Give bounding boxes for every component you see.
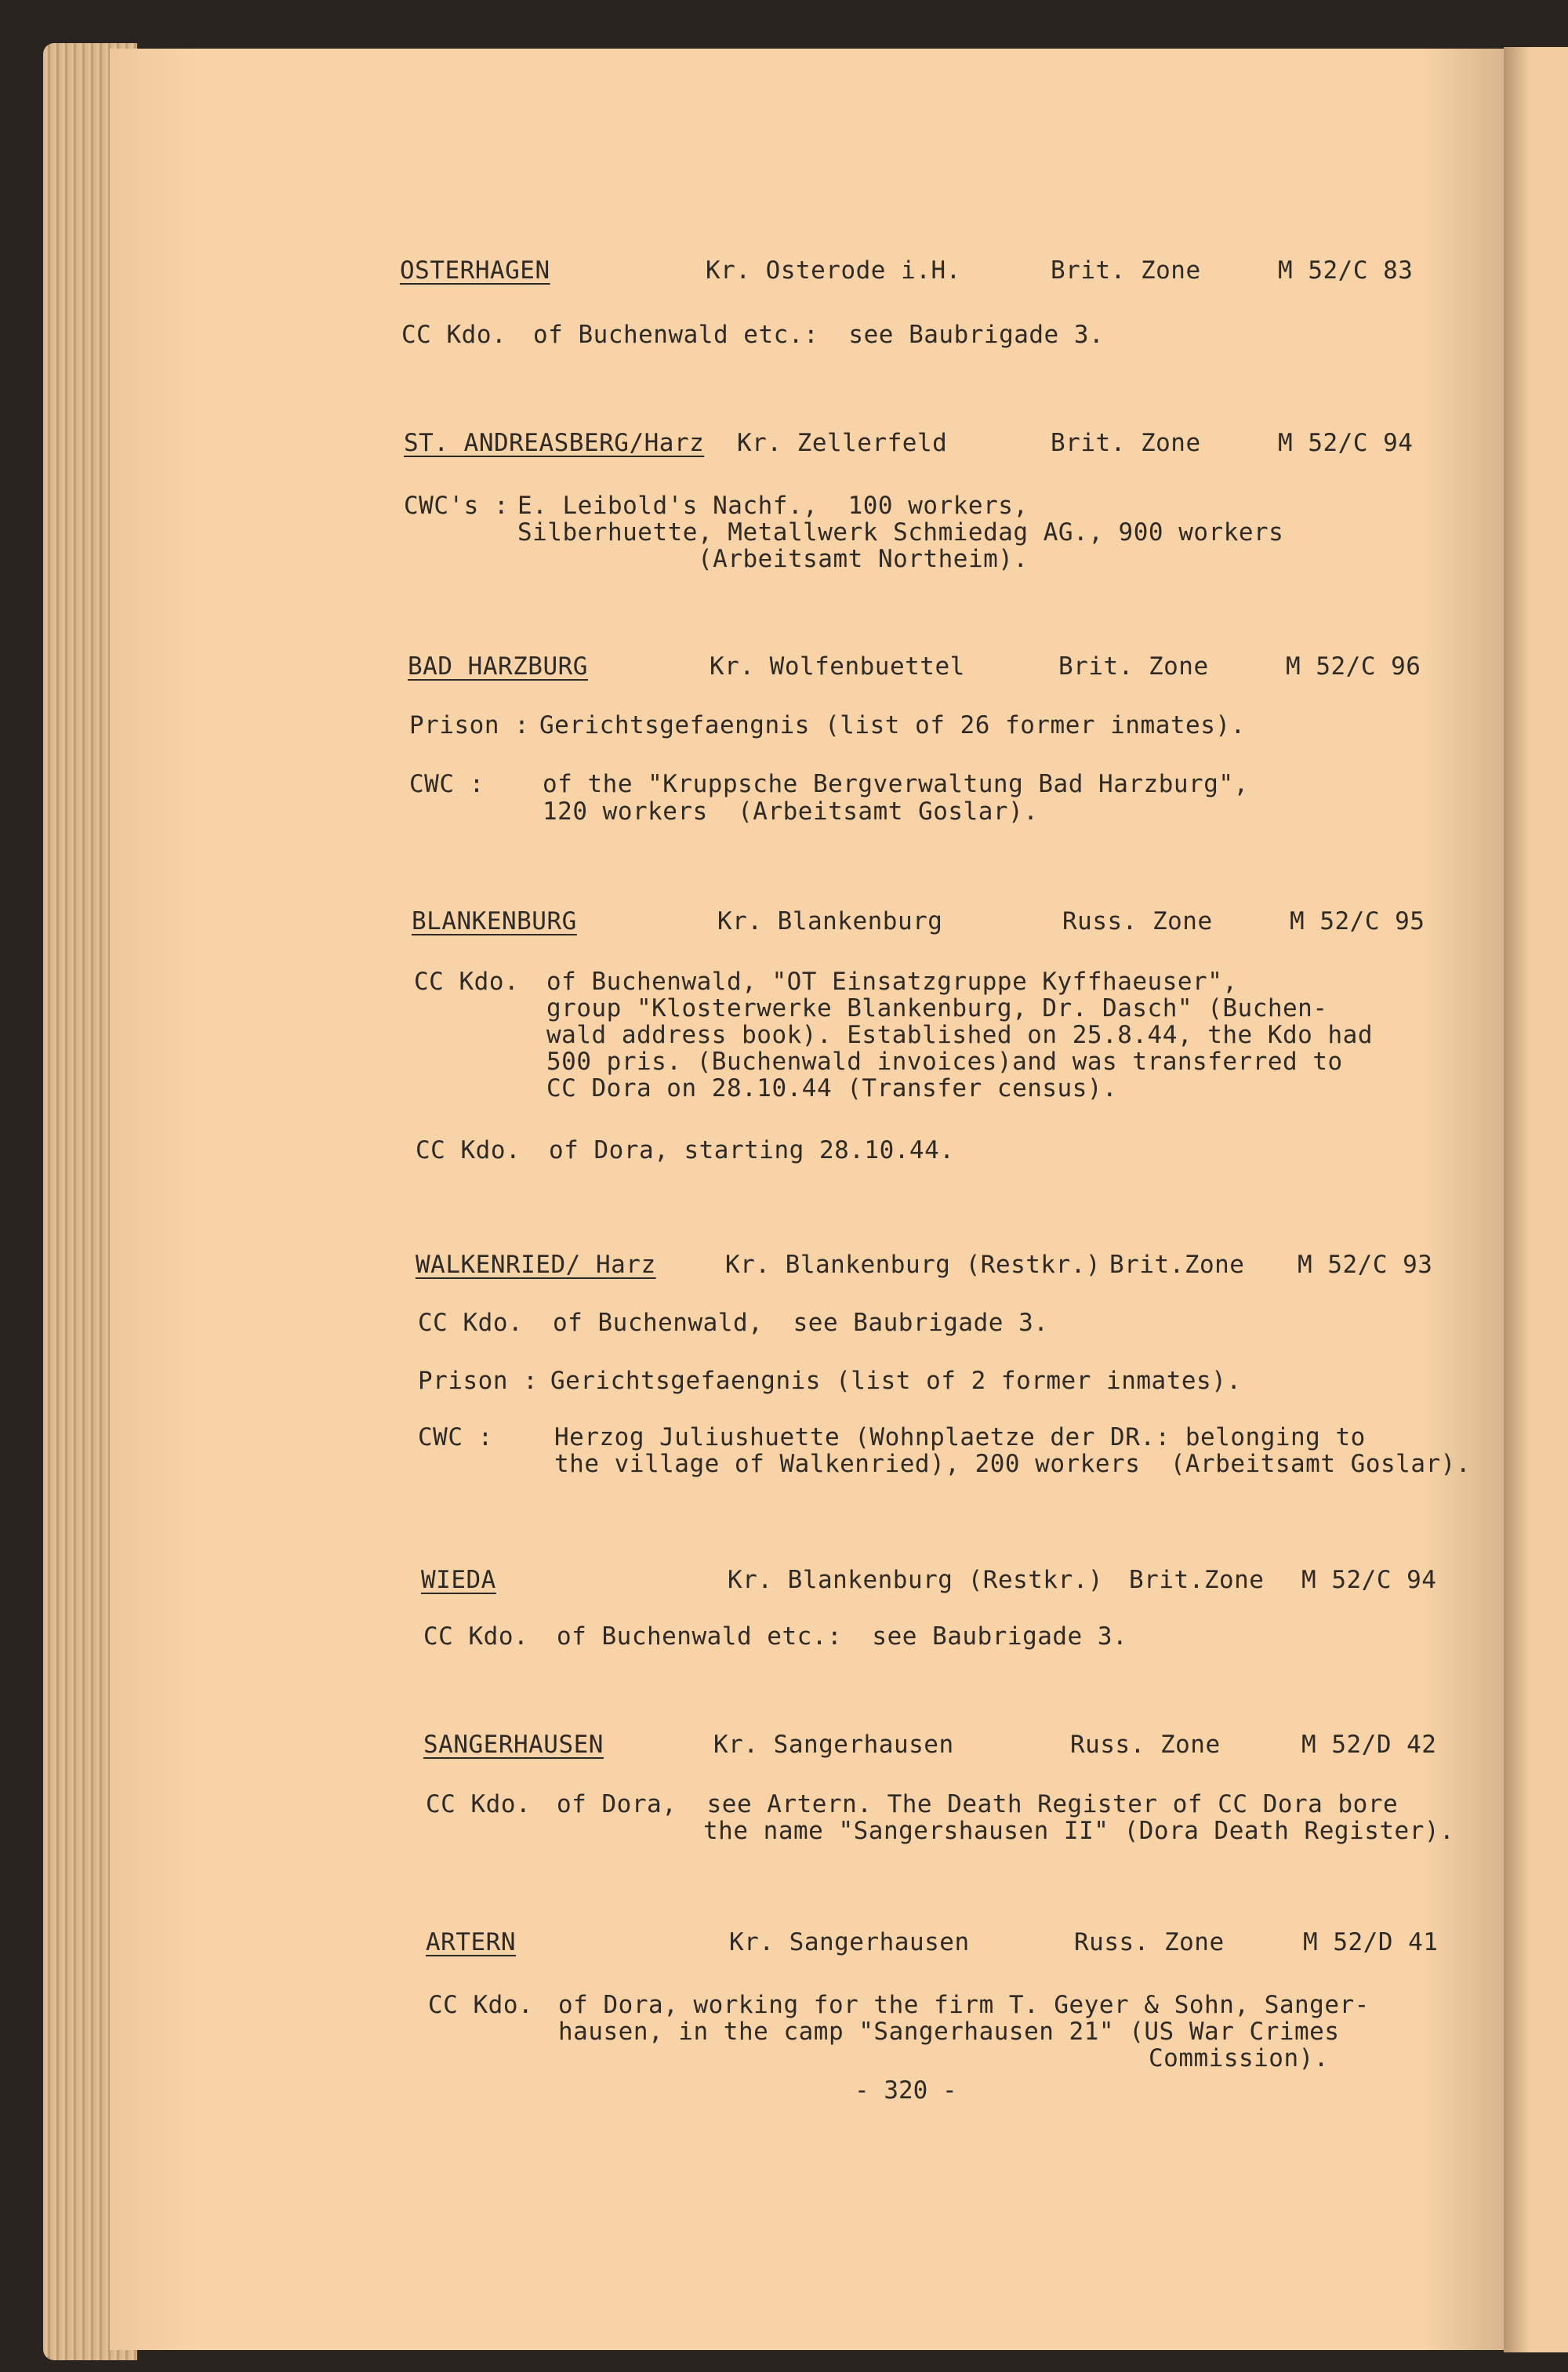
entry-zone: Russ. Zone: [1074, 1928, 1225, 1956]
item-text: of Buchenwald etc.: see Baubrigade 3.: [557, 1622, 1128, 1651]
item-text: of Buchenwald, see Baubrigade 3.: [553, 1309, 1049, 1337]
entry-ref: M 52/C 94: [1301, 1566, 1437, 1594]
item-text: (Arbeitsamt Northeim).: [698, 545, 1029, 573]
item-text: Silberhuette, Metallwerk Schmiedag AG., 900 workers: [517, 518, 1284, 547]
item-label: CC Kdo.: [426, 1790, 532, 1818]
item-label: CC Kdo.: [416, 1136, 521, 1164]
item-text: of Buchenwald etc.: see Baubrigade 3.: [533, 321, 1105, 349]
item-label: CC Kdo.: [401, 321, 507, 349]
item-text: of Dora, see Artern. The Death Register of CC Dora bore: [557, 1790, 1399, 1818]
entry-zone: Brit. Zone: [1058, 652, 1209, 681]
item-label: CWC :: [409, 770, 485, 798]
entry-district: Kr. Blankenburg: [717, 907, 943, 935]
item-text: group "Klosterwerke Blankenburg, Dr. Dasch" (Buchen-: [546, 994, 1328, 1023]
item-text: hausen, in the camp "Sangerhausen 21" (US War Crimes: [558, 2018, 1340, 2046]
facing-page-edge: [1504, 47, 1568, 2352]
item-text: the name "Sangershausen II" (Dora Death Register).: [703, 1817, 1455, 1845]
item-text: E. Leibold's Nachf., 100 workers,: [517, 492, 1029, 520]
item-text: wald address book). Established on 25.8.44, the Kdo had: [546, 1021, 1373, 1049]
entry-ref: M 52/D 42: [1301, 1731, 1437, 1759]
item-text: CC Dora on 28.10.44 (Transfer census).: [546, 1074, 1118, 1102]
item-text: Gerichtsgefaengnis (list of 26 former inmates).: [539, 711, 1246, 739]
item-label: Prison :: [418, 1367, 539, 1395]
item-text: Herzog Juliushuette (Wohnplaetze der DR.: belonging to: [554, 1423, 1366, 1451]
entry-place: SANGERHAUSEN: [423, 1731, 604, 1759]
item-text: of the "Kruppsche Bergverwaltung Bad Harzburg",: [543, 770, 1249, 798]
item-text: of Buchenwald, "OT Einsatzgruppe Kyffhaeuser",: [546, 968, 1238, 996]
entry-district: Kr. Sangerhausen: [713, 1731, 954, 1759]
item-text: the village of Walkenried), 200 workers (Arbeitsamt Goslar).: [554, 1450, 1471, 1478]
entry-district: Kr. Osterode i.H.: [706, 256, 961, 285]
entry-district: Kr. Wolfenbuettel: [710, 652, 965, 681]
entry-place: WALKENRIED/ Harz: [416, 1251, 656, 1279]
entry-district: Kr. Sangerhausen: [729, 1928, 970, 1956]
page-number: - 320 -: [855, 2076, 957, 2105]
item-text: Gerichtsgefaengnis (list of 2 former inmates).: [550, 1367, 1242, 1395]
entry-ref: M 52/D 41: [1303, 1928, 1439, 1956]
item-label: Prison :: [409, 711, 530, 739]
item-text: of Dora, working for the firm T. Geyer & Sohn, Sanger-: [558, 1991, 1370, 2019]
entry-zone: Brit.Zone: [1129, 1566, 1265, 1594]
item-text: Commission).: [1149, 2044, 1329, 2072]
item-label: CWC :: [418, 1423, 493, 1451]
entry-zone: Russ. Zone: [1070, 1731, 1221, 1759]
entry-ref: M 52/C 96: [1286, 652, 1421, 681]
entry-zone: Brit. Zone: [1051, 429, 1201, 457]
entry-zone: Brit.Zone: [1109, 1251, 1245, 1279]
entry-district: Kr. Blankenburg (Restkr.): [728, 1566, 1104, 1594]
item-label: CWC's :: [404, 492, 510, 520]
entry-zone: Russ. Zone: [1062, 907, 1213, 935]
item-label: CC Kdo.: [418, 1309, 524, 1337]
entry-district: Kr. Zellerfeld: [737, 429, 948, 457]
item-text: of Dora, starting 28.10.44.: [549, 1136, 955, 1164]
entry-place: OSTERHAGEN: [400, 256, 550, 285]
entry-ref: M 52/C 93: [1298, 1251, 1433, 1279]
item-label: CC Kdo.: [428, 1991, 534, 2019]
entry-place: BLANKENBURG: [412, 907, 577, 935]
item-label: CC Kdo.: [414, 968, 520, 996]
entry-ref: M 52/C 95: [1290, 907, 1425, 935]
entry-place: WIEDA: [421, 1566, 496, 1594]
item-label: CC Kdo.: [423, 1622, 529, 1651]
entry-zone: Brit. Zone: [1051, 256, 1201, 285]
entry-district: Kr. Blankenburg (Restkr.): [725, 1251, 1102, 1279]
entry-ref: M 52/C 83: [1278, 256, 1414, 285]
entry-place: ARTERN: [426, 1928, 516, 1956]
item-text: 500 pris. (Buchenwald invoices)and was transferred to: [546, 1048, 1343, 1076]
entry-place: ST. ANDREASBERG/Harz: [404, 429, 705, 457]
item-text: 120 workers (Arbeitsamt Goslar).: [543, 797, 1039, 826]
entry-ref: M 52/C 94: [1278, 429, 1414, 457]
entry-place: BAD HARZBURG: [408, 652, 588, 681]
